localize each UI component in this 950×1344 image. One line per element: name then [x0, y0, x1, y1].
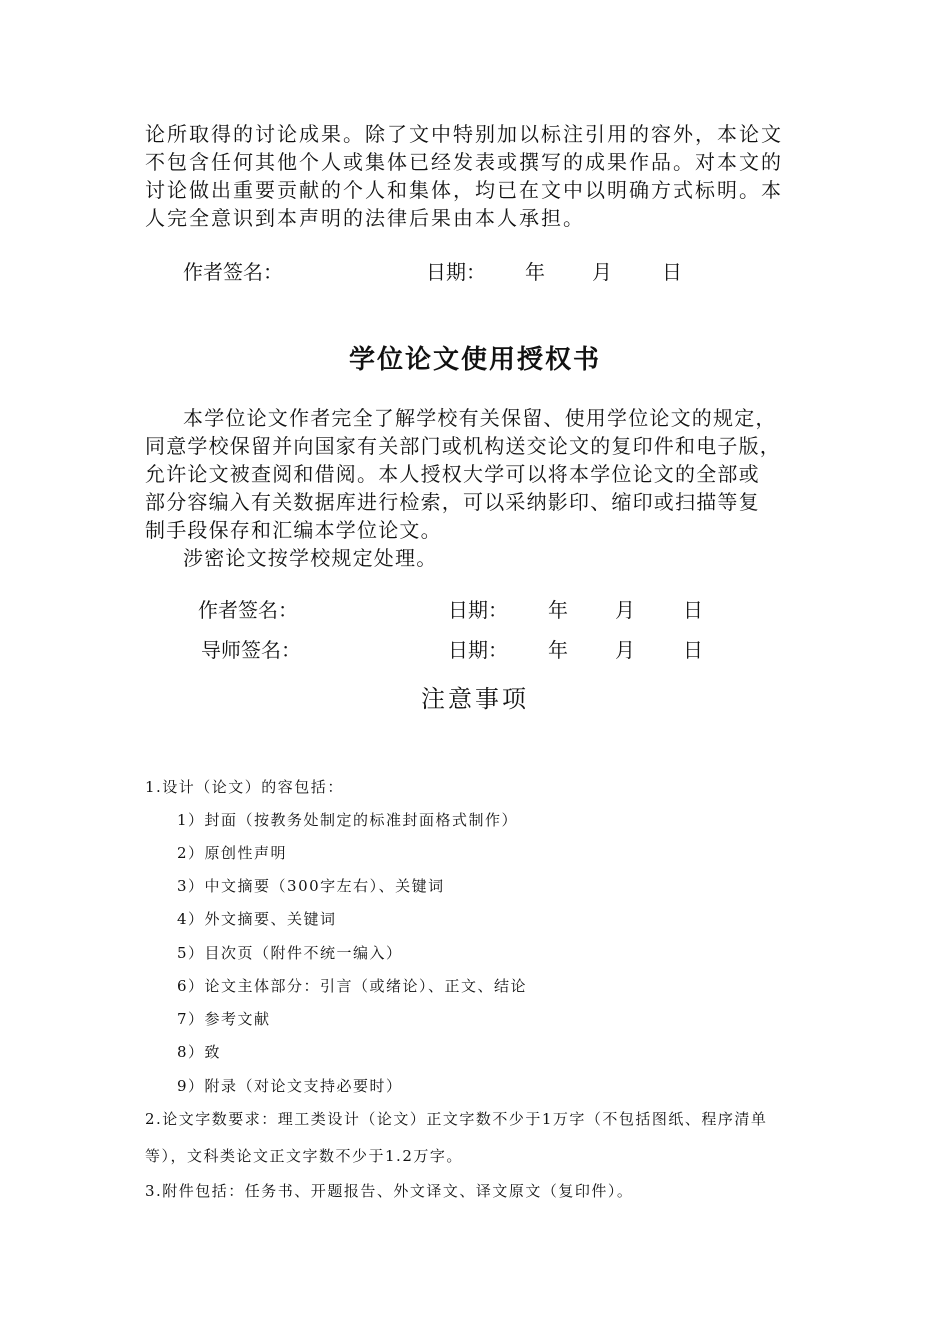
- note-subitem: 8）致: [177, 1043, 222, 1061]
- declaration-line: 不包含任何其他个人或集体已经发表或撰写的成果作品。对本文的: [145, 150, 783, 174]
- day-label: 日: [683, 598, 703, 622]
- month-label: 月: [592, 260, 612, 284]
- date-label: 日期：: [448, 598, 508, 622]
- note-subitem: 3）中文摘要（300字左右）、关键词: [177, 877, 445, 895]
- year-label: 年: [525, 260, 545, 284]
- author-signature-label: 作者签名：: [198, 598, 298, 622]
- day-label: 日: [662, 260, 682, 284]
- authorization-title: 学位论文使用授权书: [348, 345, 601, 375]
- note-subitem: 1）封面（按教务处制定的标准封面格式制作）: [177, 811, 519, 829]
- authorization-line: 部分容编入有关数据库进行检索，可以采纳影印、缩印或扫描等复: [145, 490, 760, 514]
- note-subitem: 4）外文摘要、关键词: [177, 910, 337, 928]
- declaration-line: 人完全意识到本声明的法律后果由本人承担。: [145, 206, 585, 230]
- note-item: 1.设计（论文）的容包括：: [145, 778, 344, 796]
- note-item-continued: 等），文科类论文正文字数不少于1.2万字。: [145, 1147, 463, 1165]
- note-subitem: 9）附录（对论文支持必要时）: [177, 1077, 403, 1095]
- year-label: 年: [548, 638, 568, 662]
- year-label: 年: [548, 598, 568, 622]
- declaration-line: 论所取得的讨论成果。除了文中特别加以标注引用的容外，本论文: [145, 122, 783, 146]
- authorization-line: 同意学校保留并向国家有关部门或机构送交论文的复印件和电子版，: [145, 434, 781, 458]
- month-label: 月: [615, 598, 635, 622]
- authorization-line: 本学位论文作者完全了解学校有关保留、使用学位论文的规定，: [183, 406, 777, 430]
- note-subitem: 5）目次页（附件不统一编入）: [177, 944, 403, 962]
- authorization-line: 制手段保存和汇编本学位论文。: [145, 518, 442, 542]
- day-label: 日: [683, 638, 703, 662]
- classified-note: 涉密论文按学校规定处理。: [183, 546, 438, 570]
- authorization-line: 允许论文被查阅和借阅。本人授权大学可以将本学位论文的全部或: [145, 462, 760, 486]
- month-label: 月: [615, 638, 635, 662]
- declaration-line: 讨论做出重要贡献的个人和集体，均已在文中以明确方式标明。本: [145, 178, 783, 202]
- author-signature-label: 作者签名：: [183, 260, 283, 284]
- note-item: 3.附件包括：任务书、开题报告、外文译文、译文原文（复印件）。: [145, 1182, 634, 1200]
- note-item: 2.论文字数要求：理工类设计（论文）正文字数不少于1万字（不包括图纸、程序清单: [145, 1110, 768, 1128]
- supervisor-signature-label: 导师签名：: [201, 638, 301, 662]
- notes-title: 注意事项: [421, 685, 529, 713]
- note-subitem: 7）参考文献: [177, 1010, 271, 1028]
- date-label: 日期：: [426, 260, 486, 284]
- note-subitem: 2）原创性声明: [177, 844, 288, 862]
- date-label: 日期：: [448, 638, 508, 662]
- note-subitem: 6）论文主体部分：引言（或绪论）、正文、结论: [177, 977, 528, 995]
